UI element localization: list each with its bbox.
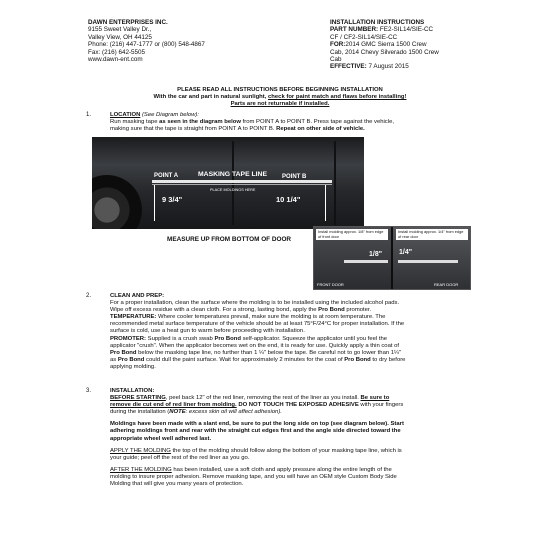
step2-text: below the masking tape line, no further than 1 ¼" below the tape. Be careful not to go lower than 1¼" — [138, 349, 402, 356]
step3-text: with your fingers — [360, 402, 404, 409]
step2-text: recommended metal surface temperature of the vehicle should be at least 75°F/24°C for proper installation. If the — [110, 321, 405, 328]
pro-bond: Pro Bond — [117, 356, 145, 363]
front-door-caption: FRONT DOOR — [317, 282, 344, 287]
pro-bond: Pro Bond — [344, 356, 371, 363]
step3-bold: adhering moldings front and rear with the straight cut edges first and the angle side directed toward the — [110, 428, 401, 435]
step2-text: to dry before — [372, 356, 406, 363]
step2-number: 2. — [86, 293, 92, 299]
door-seam — [334, 141, 336, 225]
company-block — [88, 19, 205, 63]
step3-text: your guide; peel off the rest of the red liner as you go. — [110, 454, 250, 461]
part-label: PART NUMBER: — [330, 26, 379, 34]
inset-note-right: Install molding approx. 1/4" from edge of rear door — [396, 229, 468, 240]
banner — [60, 87, 500, 108]
step2-text: applying molding. — [110, 363, 156, 370]
banner-line3: Parts are not returnable if installed. — [230, 101, 330, 108]
effective-label: EFFECTIVE: — [330, 63, 367, 71]
step3-text: has been installed, use a soft cloth and apply pressure along the entire length of the — [173, 466, 392, 473]
step2-text: Supplied is a crush swab — [147, 335, 213, 342]
point-a-label: POINT A — [154, 173, 179, 179]
step3-bold: Moldings have been made with a slant end, be sure to put the long side on top (see diagram below). Start — [110, 421, 404, 428]
step1 — [110, 112, 530, 133]
step1-emphasis: as seen in the diagram below — [159, 119, 241, 126]
step2-text: For a proper installation, clean the surface where the molding is to be installed using the included alcohol pads. — [110, 300, 400, 307]
rear-door-caption: REAR DOOR — [434, 282, 459, 287]
tape-line-label: MASKING TAPE LINE — [198, 171, 267, 178]
step2 — [110, 293, 540, 371]
for-value: 2014 GMC Sierra 1500 Crew — [345, 41, 427, 49]
point-b-label: POINT B — [282, 174, 307, 180]
step1-title: LOCATION — [110, 112, 141, 118]
step2-text: as — [110, 356, 117, 363]
promoter-label: PROMOTER: — [110, 335, 146, 342]
step3-bold: appropriate wheel well adhered last. — [110, 435, 212, 442]
step1-number: 1. — [86, 112, 92, 118]
inset-label-right: 1/4" — [399, 249, 413, 256]
apply-label: APPLY THE MOLDING — [110, 447, 171, 454]
before-starting: BEFORE STARTING — [110, 395, 166, 402]
measure-line-right — [325, 185, 326, 221]
step3-emphasis: DO NOT TOUCH THE EXPOSED ADHESIVE — [238, 402, 359, 409]
pro-bond: Pro Bond — [110, 349, 137, 356]
for-value-2: Cab, 2014 Chevy Silverado 1500 Crew — [330, 48, 439, 56]
address-line1: 9155 Sweet Valley Dr., — [88, 26, 152, 34]
banner-line1: PLEASE READ ALL INSTRUCTIONS BEFORE BEGINNING INSTALLATION — [177, 87, 383, 93]
step3-text: , peel back 12" of the red liner, removing the rest of the liner as you install. — [165, 395, 359, 402]
masking-tape-shadow — [152, 184, 332, 185]
step2-text: applicator "crush". When the applicator becomes wet on the end, it is ready for use. Quickly apply a thin coat of — [110, 342, 400, 349]
step1-text: from POINT A to POINT B. Press tape against the vehicle, — [242, 119, 394, 126]
step2-text: could dull the paint surface. Wait for approximately 2 minutes for the coat of — [146, 356, 343, 363]
masking-tape-line — [152, 180, 332, 183]
phone: Phone: (216) 447-1777 or (800) 548-4867 — [88, 41, 205, 49]
step2-text: self-applicator. Squeeze the applicator until you feel the — [242, 335, 388, 342]
effective-value: 7 August 2015 — [368, 63, 409, 71]
step3 — [110, 388, 540, 488]
note-label: NOTE — [169, 409, 186, 416]
part-value: FE2-SIL14/SIE-CC — [379, 26, 434, 34]
measure-left: 9 3/4" — [162, 195, 183, 204]
measure-right: 10 1/4" — [276, 195, 301, 204]
door-gap — [391, 227, 393, 289]
step1-emphasis: Repeat on other side of vehicle. — [276, 126, 365, 133]
step3-text: : excess skin oil will affect adhesion). — [185, 409, 282, 416]
part-value-2: CF / CF2-SIL14/SIE-CC — [330, 33, 398, 41]
step1-text: Run masking tape — [110, 119, 158, 126]
website: www.dawn-ent.com — [88, 56, 143, 64]
banner-line2b: check for paint match and flaws before installing! — [268, 94, 407, 101]
step2-text: surface is cold, use a heat gun to warm before proceeding with installation. — [110, 328, 305, 335]
diagram-caption: MEASURE UP FROM BOTTOM OF DOOR — [167, 236, 292, 243]
inset-label-left: 1/8" — [369, 251, 383, 258]
step3-text: during the installation ( — [110, 409, 170, 416]
measure-line-left — [154, 185, 155, 221]
place-moldings-note: PLACE MOLDINGS HERE — [210, 188, 256, 192]
step3-text: the top of the molding should follow along the bottom of your masking tape line, which is — [172, 447, 402, 454]
after-label: AFTER THE MOLDING — [110, 466, 172, 473]
step2-text: Where cooler temperatures prevail, make sure the molding is at room temperature. The — [158, 314, 386, 321]
step3-number: 3. — [86, 388, 92, 394]
for-value-3: Cab — [330, 56, 342, 64]
for-label: FOR: — [330, 41, 346, 49]
truck-diagram — [92, 137, 364, 229]
fax: Fax: (216) 642-5505 — [88, 48, 146, 56]
instructions-title: INSTALLATION INSTRUCTIONS — [330, 19, 425, 26]
company-name: DAWN ENTERPRISES INC. — [88, 19, 168, 26]
step3-text: Molding that will give you many years of protection. — [110, 481, 244, 488]
pro-bond: Pro Bond — [318, 307, 345, 314]
step3-emphasis: Be sure to — [360, 395, 390, 402]
banner-line2a: With the car and part in natural sunlight, — [153, 94, 267, 101]
door-gap-inset — [313, 226, 471, 290]
step1-text: making sure that the tape is straight from POINT A to POINT B. — [110, 126, 275, 133]
instructions-block — [330, 19, 439, 71]
step2-text: promoter. — [346, 307, 372, 314]
pro-bond: Pro Bond — [214, 335, 241, 342]
step2-title: CLEAN AND PREP: — [110, 293, 165, 299]
step3-emphasis: remove die cut end of red liner from molding. — [110, 402, 237, 409]
address-line2: Valley View, OH 44125 — [88, 33, 152, 41]
temperature-label: TEMPERATURE: — [110, 314, 157, 321]
molding-front — [344, 260, 388, 263]
step1-title-note: (See Diagram below): — [141, 112, 199, 118]
inset-note-left: Install molding approx. 1/8" from edge of front door — [316, 229, 388, 240]
step2-text: Wipe off excess residue with a clean cloth. For a strong, lasting bond, apply the — [110, 307, 317, 314]
step3-title: INSTALLATION: — [110, 388, 155, 394]
door-seam — [232, 141, 234, 225]
step3-text: molding to insure proper adhesion. Remove masking tape, and you will have an OEM style Custom Body Side — [110, 473, 397, 480]
molding-rear — [398, 260, 458, 263]
